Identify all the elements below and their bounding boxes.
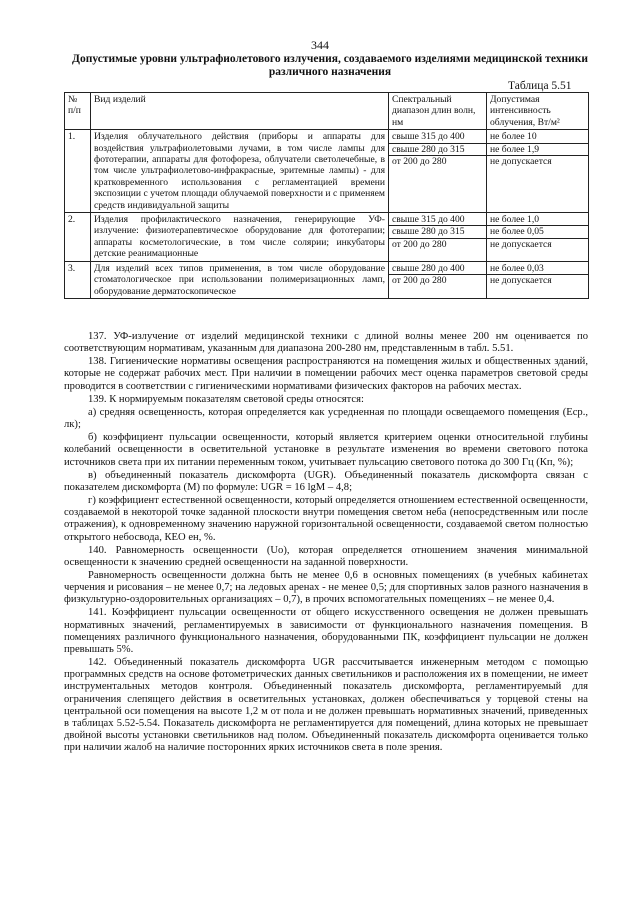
table-row [65,130,589,213]
row-limits [487,130,589,213]
row-number: 2. [65,213,91,262]
range-cell: свыше 280 до 315 [389,144,486,156]
document-title: Допустимые уровни ультрафиолетового излучения, создаваемого изделиями медицинской техники различного назначения [72,53,588,78]
range-cell: свыше 280 до 400 [389,263,486,275]
paragraph-140-uniformity: Равномерность освещенности должна быть не менее 0,6 в основных помещениях (в учебных кабинетах черчения и рисования – не менее 0,7; на ледовых аренах - не менее 0,5; для спортивных залов разного назначения в физкультурно-оздоровительных организациях – 0,7), в прочих вспомогательных помещениях – не менее 0,4. [64,569,588,606]
table-row [65,213,589,262]
limit-cell: не допускается [490,238,552,250]
body-text [64,331,588,755]
uv-limits-table [64,92,589,299]
row-description: Изделия профилактического назначения, генерирующие УФ-излучение: физиотерапевтическое оборудование для фототерапии; аппараты косметологические, в том числе солярии; инкубаторы детские реанимационные [91,213,389,262]
paragraph-138: 138. Гигиенические нормативы освещения распространяются на помещения жилых и общественных зданий, которые не содержат рабочих мест. При наличии в помещении рабочих мест оценка параметров световой среды проводится в соответствии с гигиеническими нормативами физических факторов на рабочих местах. [64,356,588,392]
paragraph-140: 140. Равномерность освещенности (Uo), которая определяется отношением значения минимальной освещенности к значению средней освещенности на заданной поверхности. [64,544,588,568]
header-spectral-range: Спектральный диапазон длин волн, нм [389,93,487,130]
page-number: 344 [311,38,329,52]
row-ranges [389,213,487,262]
limit-cell: не более 1,0 [487,214,588,226]
paragraph-141: 141. Коэффициент пульсации освещенности от общего искусственного освещения не должен превышать нормативных значений, регламентируемых в зависимости от функционального назначения помещения. В помещениях различного функционального назначения, оборудованными ПК, коэффициент пульсации не должен превышать 5%. [64,607,588,655]
paragraph-139-a: а) средняя освещенность, которая определяется как усредненная по площади освещаемого помещения (Еср., лк); [64,406,588,431]
range-cell: свыше 315 до 400 [389,131,486,143]
row-number: 1. [65,130,91,213]
paragraph-137: 137. УФ-излучение от изделий медицинской техники с длиной волны менее 200 нм оценивается по соответствующим нормативам, указанным для диапазона 200-280 нм, представленным в табл. 5.51. [64,331,588,355]
limit-cell: не допускается [490,275,552,287]
range-cell: от 200 до 280 [392,156,447,168]
row-limits [487,213,589,262]
paragraph-139-v: в) объединенный показатель дискомфорта (UGR). Объединенный показатель дискомфорта связан с показателем дискомфорта (M) по формуле: UGR = 16 lgM – 4,8; [64,469,588,493]
limit-cell: не более 0,03 [487,263,588,275]
row-number: 3. [65,261,91,298]
header-number: № п/п [65,93,91,130]
row-ranges [389,261,487,298]
paragraph-139: 139. К нормируемым показателям световой среды относятся: [88,393,364,405]
limit-cell: не более 0,05 [487,226,588,238]
range-cell: от 200 до 280 [392,238,447,250]
limit-cell: не допускается [490,156,552,168]
table-header-row [65,93,589,130]
range-cell: свыше 315 до 400 [389,214,486,226]
row-description: Изделия облучательного действия (приборы и аппараты для воздействия ультрафиолетовыми лучами, в том числе лампы для фототерапии, аппараты для фотофореза, облучатели светолечебные, в том числе ультрафиолетово-инфракрасные, эритемные лампы) - для кратковременного использования с регламентацией времени экспозиции с учетом площади облучаемой поверхности и с применяем средств индивидуальной защиты [91,130,389,213]
limit-cell: не более 1,9 [487,144,588,156]
paragraph-139-b: б) коэффициент пульсации освещенности, который является критерием оценки относительной глубины колебаний освещенности в осветительной установке в результате изменения во времени светового потока источников света при их питании переменным током, учитывает пульсацию светового потока до 300 Гц (Кп, %); [64,432,588,468]
table-row [65,261,589,298]
table-label: Таблица 5.51 [508,80,572,92]
header-product-type: Вид изделий [91,93,389,130]
limit-cell: не более 10 [487,131,588,143]
header-permissible-intensity: Допустимая интенсивность облучения, Вт/м² [487,93,589,130]
row-ranges [389,130,487,213]
row-limits [487,261,589,298]
range-cell: от 200 до 280 [392,275,447,287]
paragraph-142: 142. Объединенный показатель дискомфорта UGR рассчитывается инженерным методом с помощью программных средств на основе фотометрических данных светильников и расположения их в помещении, не имеет инструментальных методов контроля. Объединенный показатель дискомфорта, регламентируемый для ограничения слепящего действия в осветительных установках, должен обеспечиваться у торцевой стены на центральной оси помещения на высоте 1,2 м от пола и не должен превышать нормативных значений, приведенных в таблицах 5.52-5.54. Показатель дискомфорта не регламентируется для помещений, длина которых не превышает двойной высоты установки светильников над полом. Объединенный показатель дискомфорта оценивается только при наличии жалоб на наличие посторонних ярких источников света в поле зрения. [64,657,588,754]
range-cell: свыше 280 до 315 [389,226,486,238]
row-description: Для изделий всех типов применения, в том числе оборудование стоматологическое при использовании полимеризационных ламп, оборудование дерматоскопическое [91,261,389,298]
paragraph-139-g: г) коэффициент естественной освещенности, который определяется отношением естественной освещенности, создаваемой в некоторой точке заданной плоскости внутри помещения светом неба (непосредственным или после отражения), к одновременному значению наружной горизонтальной освещенности, создаваемой светом полностью открытого небосвода, КЕО ен, %. [64,495,588,543]
